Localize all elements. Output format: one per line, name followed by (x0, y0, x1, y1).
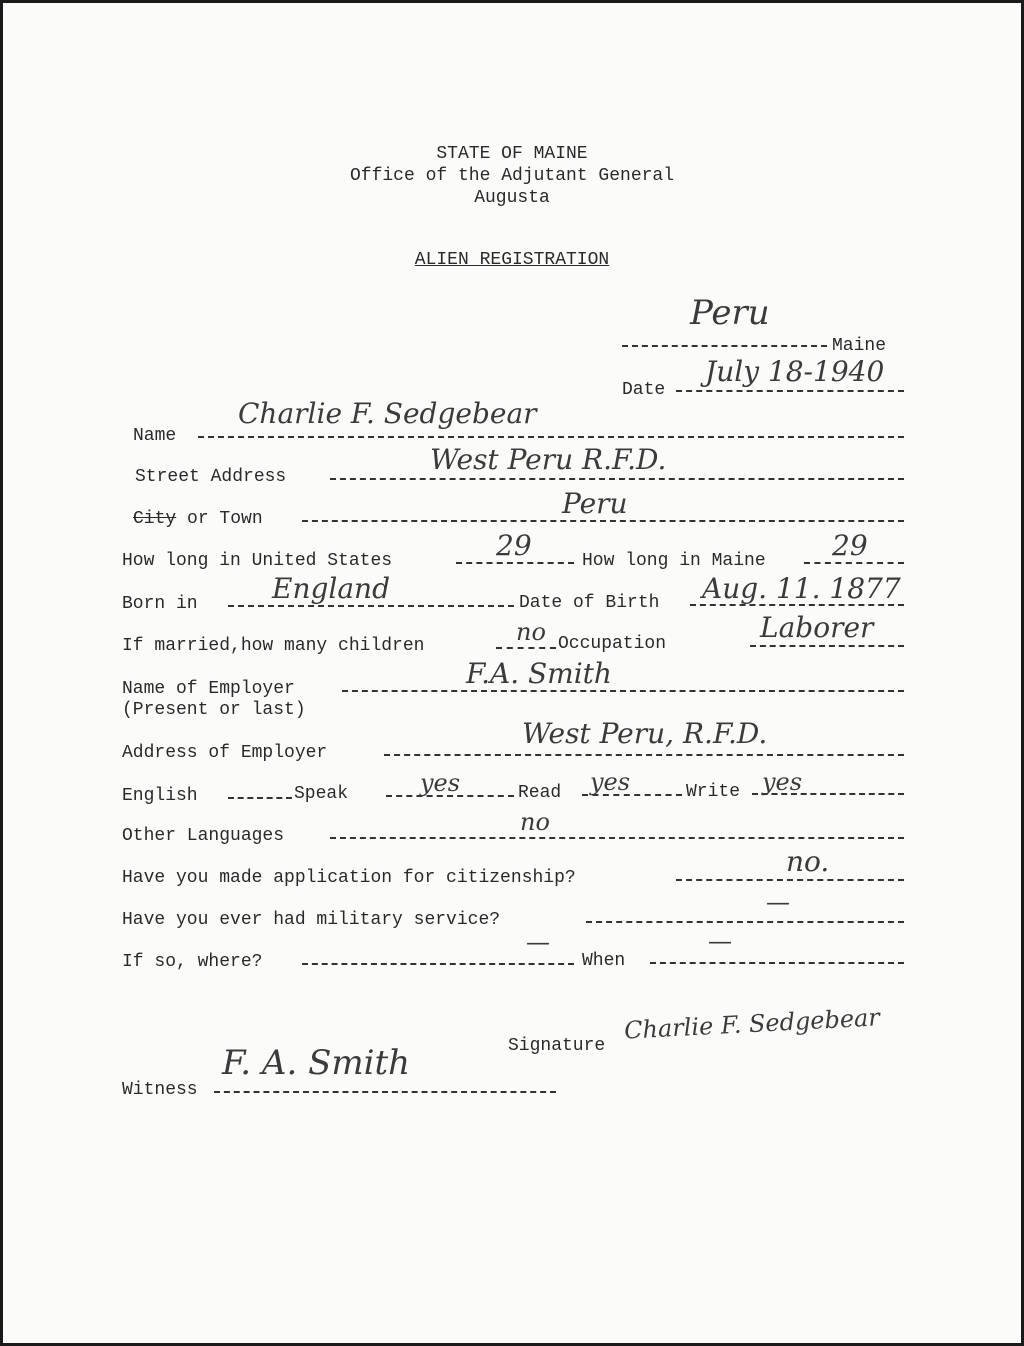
us-years-label: How long in United States (122, 551, 393, 571)
speak-value: yes (420, 769, 461, 797)
citizenship-label: Have you made application for citizenship? (122, 868, 576, 888)
read-label: Read (518, 783, 562, 803)
witness-line (214, 1091, 556, 1093)
city-label: or Town (176, 509, 263, 529)
dob-value: Aug. 11. 1877 (702, 572, 901, 605)
born-value: England (272, 572, 391, 605)
employer-address-value: West Peru, R.F.D. (522, 717, 768, 750)
when-line (650, 962, 904, 964)
maine-years-label: How long in Maine (582, 551, 766, 571)
employer-address-label: Address of Employer (122, 743, 328, 763)
when-value: — (708, 927, 732, 955)
occupation-label: Occupation (558, 634, 667, 654)
date-value: July 18-1940 (705, 355, 885, 388)
witness-value: F. A. Smith (222, 1043, 411, 1083)
children-label: If married,how many children (122, 636, 425, 656)
where-line (302, 963, 574, 965)
military-label: Have you ever had military service? (122, 910, 501, 930)
date-line (676, 390, 904, 392)
city-value: Peru (562, 487, 628, 520)
when-label: When (582, 951, 626, 971)
employer-line (342, 690, 904, 692)
place-suffix: Maine (832, 336, 887, 356)
citizenship-value: no. (786, 845, 830, 878)
military-line (586, 921, 904, 923)
employer-label-sub: (Present or last) (122, 700, 306, 720)
us-years-line (456, 562, 574, 564)
other-languages-label: Other Languages (122, 826, 285, 846)
place-line (622, 345, 827, 347)
write-label: Write (686, 782, 741, 802)
header-state: STATE OF MAINE (436, 144, 588, 164)
city-line (302, 520, 904, 522)
street-value: West Peru R.F.D. (430, 443, 667, 476)
where-value: — (526, 928, 550, 956)
born-line (228, 605, 514, 607)
english-line (228, 797, 292, 799)
form-title: ALIEN REGISTRATION (414, 250, 610, 270)
header-office: Office of the Adjutant General (349, 166, 675, 186)
maine-years-value: 29 (832, 529, 868, 562)
children-line (496, 647, 556, 649)
city-label-struck: City (133, 509, 177, 529)
name-label: Name (133, 426, 177, 446)
military-value: — (766, 888, 790, 916)
dob-label: Date of Birth (519, 593, 660, 613)
scan-border-top (0, 0, 1024, 3)
read-value: yes (590, 768, 631, 796)
us-years-value: 29 (496, 529, 532, 562)
street-line (330, 478, 904, 480)
signature-value: Charlie F. Sedgebear (623, 1003, 881, 1045)
occupation-line (750, 645, 904, 647)
name-line (198, 436, 904, 438)
employer-address-line (384, 754, 904, 756)
english-label: English (122, 786, 198, 806)
children-value: no (516, 618, 546, 646)
witness-label: Witness (122, 1080, 198, 1100)
born-label: Born in (122, 594, 198, 614)
maine-years-line (804, 562, 904, 564)
other-languages-line (330, 837, 904, 839)
occupation-value: Laborer (760, 611, 874, 644)
citizenship-line (676, 879, 904, 881)
write-value: yes (762, 768, 803, 796)
header-city: Augusta (474, 188, 550, 208)
employer-value: F.A. Smith (466, 657, 612, 690)
name-value: Charlie F. Sedgebear (238, 397, 537, 430)
other-languages-value: no (520, 808, 550, 836)
signature-label: Signature (508, 1036, 606, 1056)
place-value: Peru (690, 293, 770, 333)
date-label: Date (622, 380, 666, 400)
where-label: If so, where? (122, 952, 263, 972)
employer-label: Name of Employer (122, 679, 295, 699)
speak-label: Speak (294, 784, 349, 804)
street-label: Street Address (135, 467, 287, 487)
